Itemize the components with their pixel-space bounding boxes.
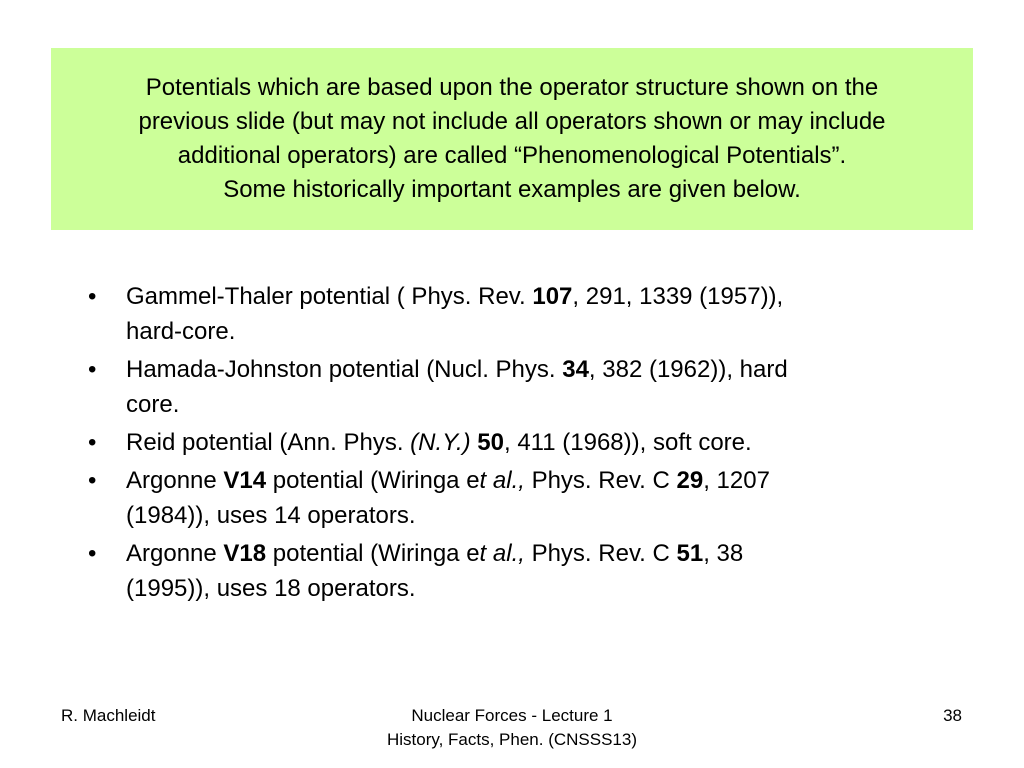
bullet-dot: •: [88, 356, 97, 383]
list-item-line: [126, 279, 948, 314]
list-item-reid: [88, 425, 948, 460]
potentials-list: [88, 279, 948, 609]
et-al: t al.,: [479, 467, 525, 494]
volume-number: 34: [562, 356, 589, 383]
callout-line-1: Potentials which are based upon the operator structure shown on the: [145, 74, 879, 101]
list-item-line: [126, 425, 948, 460]
journal-abbrev: (N.Y.): [410, 429, 471, 456]
text: , 38: [703, 540, 744, 567]
list-item-line: core.: [126, 391, 180, 418]
slide-number: 38: [943, 706, 962, 725]
list-item-argonne-v18: [88, 536, 948, 606]
list-item-line: [126, 463, 948, 498]
list-item-hamada-johnston: [88, 352, 948, 422]
footer-title-line-2: History, Facts, Phen. (CNSSS13): [386, 730, 638, 749]
intro-callout: [51, 48, 973, 230]
volume-number: 107: [532, 283, 573, 310]
text: Reid potential (Ann. Phys.: [126, 429, 411, 456]
text: Argonne: [126, 540, 224, 567]
footer-author: R. Machleidt: [61, 706, 156, 725]
text: , 1207: [703, 467, 770, 494]
bullet-dot: •: [88, 283, 97, 310]
volume-number: 51: [676, 540, 704, 567]
text: potential (Wiringa e: [266, 540, 480, 567]
text: , 411 (1968)), soft core.: [504, 429, 752, 456]
volume-number: 29: [676, 467, 704, 494]
list-item-line: [126, 352, 948, 387]
list-item-line: (1984)), uses 14 operators.: [126, 502, 416, 529]
callout-line-4: Some historically important examples are given below.: [223, 176, 801, 203]
list-item-gammel-thaler: [88, 279, 948, 349]
footer-title-line-1: Nuclear Forces - Lecture 1: [411, 706, 613, 725]
potential-name: V14: [223, 467, 267, 494]
text: , 291, 1339 (1957)),: [572, 283, 784, 310]
text: Phys. Rev. C: [524, 540, 677, 567]
list-item-line: [126, 536, 948, 571]
callout-line-2: previous slide (but may not include all operators shown or may include: [138, 108, 886, 135]
text: potential (Wiringa e: [266, 467, 480, 494]
bullet-dot: •: [88, 467, 97, 494]
footer-title: [312, 704, 712, 752]
list-item-line: hard-core.: [126, 318, 236, 345]
volume-number: 50: [470, 429, 504, 456]
list-item-argonne-v14: [88, 463, 948, 533]
text: Hamada-Johnston potential (Nucl. Phys.: [126, 356, 563, 383]
text: Phys. Rev. C: [524, 467, 677, 494]
text: Gammel-Thaler potential ( Phys. Rev.: [126, 283, 533, 310]
callout-line-3: additional operators) are called “Phenomenological Potentials”.: [177, 142, 847, 169]
potential-name: V18: [223, 540, 267, 567]
bullet-dot: •: [88, 429, 97, 456]
et-al: t al.,: [479, 540, 525, 567]
bullet-dot: •: [88, 540, 97, 567]
text: , 382 (1962)), hard: [588, 356, 788, 383]
list-item-line: (1995)), uses 18 operators.: [126, 575, 416, 602]
text: Argonne: [126, 467, 224, 494]
